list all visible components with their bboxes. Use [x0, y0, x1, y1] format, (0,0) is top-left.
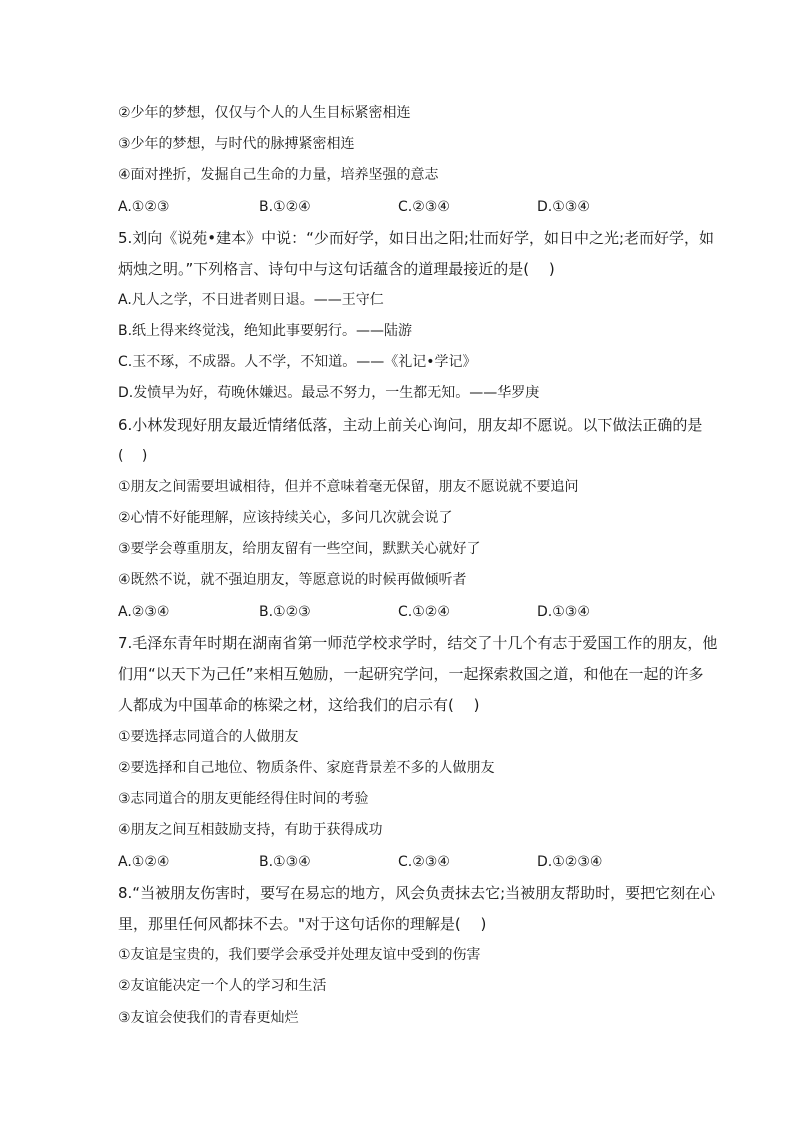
question-7-stem: 7.毛泽东青年时期在湖南省第一师范学校求学时，结交了十几个有志于爱国工作的朋友，他 — [118, 634, 718, 652]
question-8-stem-cont: 里，那里任何风都抹不去。"对于这句话你的理解是( ) — [118, 915, 487, 933]
option-d: D.①③④ — [537, 604, 590, 620]
text-line: ③要学会尊重朋友，给朋友留有一些空间，默默关心就好了 — [118, 541, 481, 557]
text-line: ②心情不好能理解，应该持续关心，多问几次就会说了 — [118, 510, 453, 526]
text-line: D.发愤早为好，苟晚休嫌迟。最忌不努力，一生都无知。——华罗庚 — [118, 385, 540, 401]
text-line: ②友谊能决定一个人的学习和生活 — [118, 978, 327, 994]
option-a: A.①②④ — [118, 854, 170, 870]
option-d: D.①③④ — [537, 199, 590, 215]
option-b: B.①②④ — [259, 199, 311, 215]
option-c: C.②③④ — [398, 199, 450, 215]
text-line: ②少年的梦想，仅仅与个人的人生目标紧密相连 — [118, 105, 411, 121]
question-6-bracket: ( ) — [118, 448, 148, 464]
text-line: ①朋友之间需要坦诚相待，但并不意味着毫无保留，朋友不愿说就不要追问 — [118, 479, 579, 495]
text-line: ③少年的梦想，与时代的脉搏紧密相连 — [118, 136, 355, 152]
option-b: B.①②③ — [259, 604, 311, 620]
text-line: C.玉不琢，不成器。人不学，不知道。——《礼记•学记》 — [118, 354, 477, 370]
option-c: C.②③④ — [398, 854, 450, 870]
text-line: B.纸上得来终觉浅，绝知此事要躬行。——陆游 — [118, 323, 413, 339]
text-line: ④面对挫折，发掘自己生命的力量，培养坚强的意志 — [118, 167, 439, 183]
question-7-stem-cont: 人都成为中国革命的栋梁之材，这给我们的启示有( ) — [118, 696, 480, 714]
question-6-stem: 6.小林发现好朋友最近情绪低落，主动上前关心询问，朋友却不愿说。以下做法正确的是 — [118, 416, 703, 434]
text-line: ④既然不说，就不强迫朋友，等愿意说的时候再做倾听者 — [118, 572, 467, 588]
question-5-stem: 5.刘向《说苑•建本》中说：“少而好学，如日出之阳;壮而好学，如日中之光;老而好学，如 — [118, 229, 715, 247]
text-line: ①要选择志同道合的人做朋友 — [118, 729, 299, 745]
question-8-stem: 8.“当被朋友伤害时，要写在易忘的地方，风会负责抹去它;当被朋友帮助时，要把它刻在心 — [118, 884, 716, 902]
question-7-stem-cont: 们用“以天下为己任”来相互勉励，一起研究学问，一起探索救国之道，和他在一起的许多 — [118, 665, 704, 683]
text-line: ③友谊会使我们的青春更灿烂 — [118, 1010, 299, 1026]
text-line: ②要选择和自己地位、物质条件、家庭背景差不多的人做朋友 — [118, 760, 495, 776]
question-5-stem-cont: 炳烛之明。”下列格言、诗句中与这句话蕴含的道理最接近的是( ) — [118, 260, 555, 278]
option-d: D.①②③④ — [537, 854, 603, 870]
option-a: A.①②③ — [118, 199, 170, 215]
option-a: A.②③④ — [118, 604, 170, 620]
text-line: ①友谊是宝贵的，我们要学会承受并处理友谊中受到的伤害 — [118, 947, 481, 963]
text-line: A.凡人之学，不日进者则日退。——王守仁 — [118, 292, 384, 308]
text-line: ③志同道合的朋友更能经得住时间的考验 — [118, 791, 369, 807]
option-b: B.①③④ — [259, 854, 311, 870]
option-c: C.①②④ — [398, 604, 450, 620]
text-line: ④朋友之间互相鼓励支持，有助于获得成功 — [118, 822, 383, 838]
